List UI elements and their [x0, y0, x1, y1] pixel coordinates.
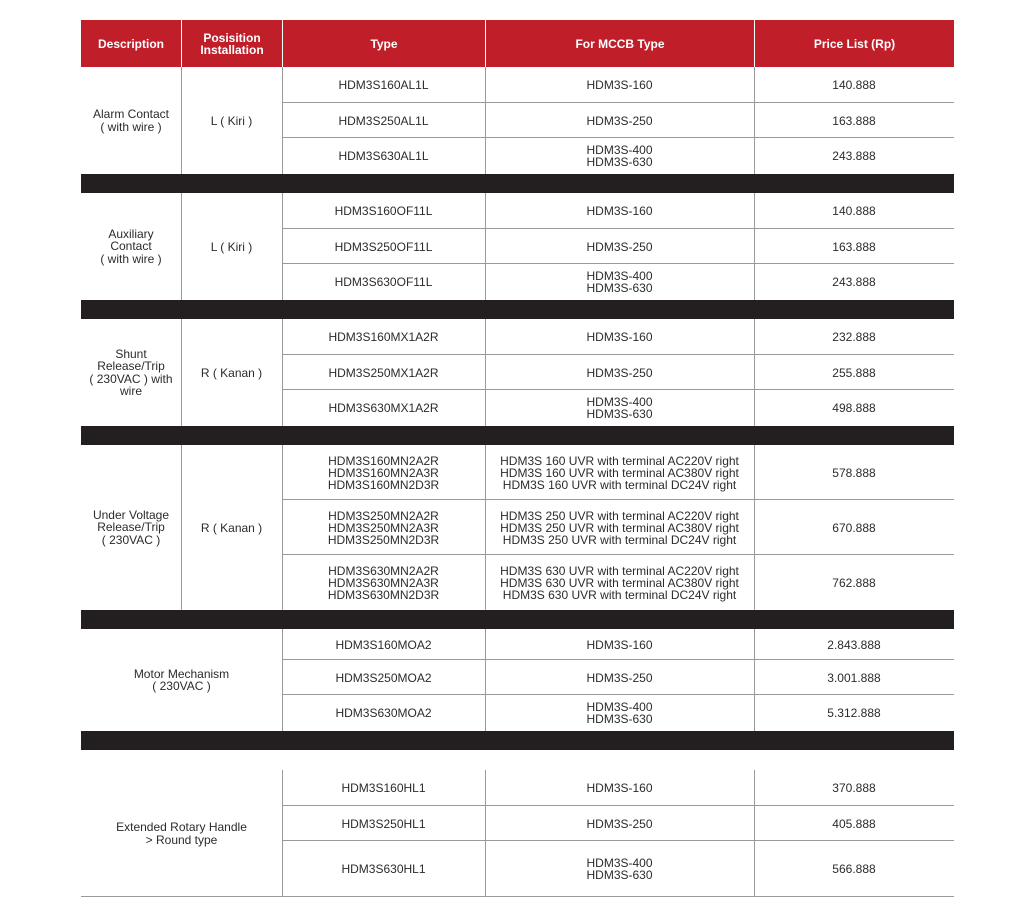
cell-price: 140.888	[832, 204, 876, 218]
group-description: Alarm Contact ( with wire )	[92, 107, 170, 134]
cell-price: 762.888	[832, 575, 876, 590]
cell-mccb-type: HDM3S-400 HDM3S-630	[586, 395, 653, 421]
group-position: L ( Kiri )	[210, 113, 253, 128]
group-description: Shunt Release/Trip ( 230VAC ) with wire	[89, 346, 173, 398]
cell-mccb-type: HDM3S-160	[586, 637, 653, 652]
header-type: Type	[282, 20, 485, 67]
column-divider	[181, 319, 182, 426]
cell-type: HDM3S250HL1	[341, 816, 426, 831]
cell-type: HDM3S630MX1A2R	[328, 401, 439, 415]
column-divider	[754, 193, 755, 300]
cell-mccb-type: HDM3S 630 UVR with terminal AC220V right HDM3S 630 UVR with terminal AC380V right HDM3S 630 UVR with terminal DC24V right	[500, 563, 739, 602]
group-description: Motor Mechanism ( 230VAC )	[133, 666, 230, 693]
column-divider	[282, 67, 283, 174]
cell-mccb-type: HDM3S-160	[586, 204, 653, 218]
cell-price: 3.001.888	[827, 670, 881, 685]
cell-mccb-type: HDM3S-160	[586, 781, 653, 795]
cell-type: HDM3S160MOA2	[335, 637, 432, 652]
group-separator	[81, 174, 954, 193]
column-divider	[181, 193, 182, 300]
column-divider	[754, 319, 755, 426]
column-divider	[754, 770, 755, 897]
column-divider	[754, 67, 755, 174]
cell-type: HDM3S160MX1A2R	[328, 330, 439, 344]
cell-type: HDM3S250AL1L	[338, 113, 429, 128]
cell-mccb-type: HDM3S-250	[586, 670, 653, 685]
cell-type: HDM3S630HL1	[341, 862, 426, 876]
cell-price: 163.888	[832, 239, 876, 254]
column-divider	[754, 445, 755, 610]
group-separator	[81, 300, 954, 319]
header-position-installation: Posisition Installation	[181, 20, 282, 67]
cell-price: 163.888	[832, 113, 876, 128]
cell-price: 2.843.888	[827, 637, 881, 652]
header-description: Description	[81, 20, 181, 67]
column-divider	[282, 445, 283, 610]
cell-price: 140.888	[832, 78, 876, 92]
group-separator	[81, 610, 954, 629]
column-divider	[181, 67, 182, 174]
column-divider	[485, 445, 486, 610]
cell-type: HDM3S630MOA2	[335, 706, 432, 720]
cell-price: 243.888	[832, 275, 876, 289]
cell-price: 5.312.888	[827, 706, 881, 720]
cell-type: HDM3S160AL1L	[338, 78, 429, 92]
cell-price: 232.888	[832, 330, 876, 344]
column-divider	[485, 629, 486, 731]
group-separator	[81, 731, 954, 750]
cell-price: 405.888	[832, 816, 876, 831]
column-divider	[485, 770, 486, 897]
cell-mccb-type: HDM3S-160	[586, 78, 653, 92]
cell-type: HDM3S160OF11L	[334, 204, 433, 218]
cell-type: HDM3S630OF11L	[334, 275, 433, 289]
cell-type: HDM3S250OF11L	[334, 239, 433, 254]
column-divider	[282, 193, 283, 300]
group-description: Under Voltage Release/Trip ( 230VAC )	[92, 507, 170, 547]
cell-mccb-type: HDM3S-400 HDM3S-630	[586, 143, 653, 169]
column-divider	[181, 445, 182, 610]
cell-price: 578.888	[832, 465, 876, 480]
column-divider	[282, 770, 283, 897]
group-description: Auxiliary Contact ( with wire )	[100, 226, 162, 266]
cell-type: HDM3S250MN2A2R HDM3S250MN2A3R HDM3S250MN2D3R	[327, 508, 440, 547]
header-mccb-type: For MCCB Type	[485, 20, 754, 67]
cell-type: HDM3S630AL1L	[338, 149, 429, 163]
group-position: R ( Kanan )	[200, 520, 263, 535]
cell-mccb-type: HDM3S 160 UVR with terminal AC220V right HDM3S 160 UVR with terminal AC380V right HDM3S 160 UVR with terminal DC24V right	[500, 453, 739, 492]
column-divider	[485, 67, 486, 174]
column-divider	[485, 193, 486, 300]
cell-type: HDM3S250MX1A2R	[328, 365, 439, 380]
cell-price: 498.888	[832, 401, 876, 415]
column-divider	[282, 629, 283, 731]
group-position: R ( Kanan )	[200, 365, 263, 380]
cell-type: HDM3S250MOA2	[335, 670, 432, 685]
cell-mccb-type: HDM3S-250	[586, 113, 653, 128]
cell-type: HDM3S630MN2A2R HDM3S630MN2A3R HDM3S630MN2D3R	[327, 563, 440, 602]
cell-mccb-type: HDM3S-400 HDM3S-630	[586, 700, 653, 726]
group-position: L ( Kiri )	[210, 239, 253, 254]
column-divider	[485, 319, 486, 426]
cell-price: 370.888	[832, 781, 876, 795]
cell-type: HDM3S160MN2A2R HDM3S160MN2A3R HDM3S160MN2D3R	[327, 453, 440, 492]
cell-mccb-type: HDM3S-160	[586, 330, 653, 344]
cell-price: 255.888	[832, 365, 876, 380]
cell-mccb-type: HDM3S-400 HDM3S-630	[586, 856, 653, 882]
header-price-list: Price List (Rp)	[754, 20, 954, 67]
group-description: Extended Rotary Handle > Round type	[116, 820, 247, 847]
cell-mccb-type: HDM3S 250 UVR with terminal AC220V right HDM3S 250 UVR with terminal AC380V right HDM3S 250 UVR with terminal DC24V right	[500, 508, 739, 547]
cell-price: 566.888	[832, 862, 876, 876]
cell-mccb-type: HDM3S-400 HDM3S-630	[586, 269, 653, 295]
cell-mccb-type: HDM3S-250	[586, 239, 653, 254]
cell-price: 243.888	[832, 149, 876, 163]
column-divider	[754, 629, 755, 731]
group-separator	[81, 426, 954, 445]
column-divider	[282, 319, 283, 426]
cell-type: HDM3S160HL1	[341, 781, 426, 795]
cell-price: 670.888	[832, 520, 876, 535]
cell-mccb-type: HDM3S-250	[586, 365, 653, 380]
cell-mccb-type: HDM3S-250	[586, 816, 653, 831]
